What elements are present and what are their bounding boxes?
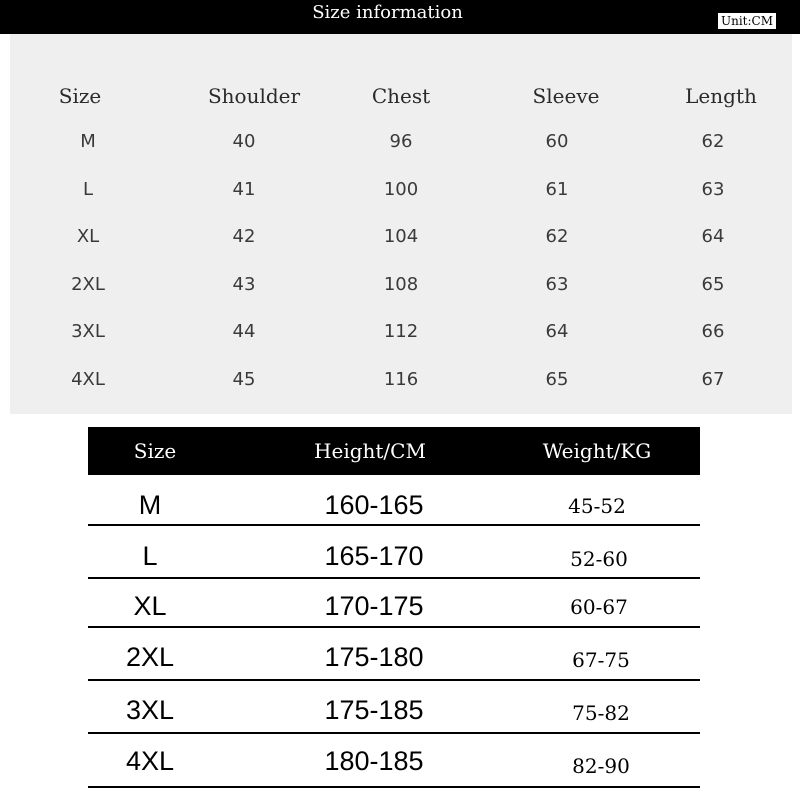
row-divider [88,577,700,579]
row-divider [88,524,700,526]
column-header-size: Size [58,84,102,108]
measure-size-cell: 4XL [71,369,105,390]
table-row [88,736,700,789]
column-header-shoulder: Shoulder [207,84,301,108]
measure-chest-cell: 108 [383,274,419,295]
body-weight-cell: 82-90 [572,754,630,778]
column-header-size: Size [133,439,177,463]
measure-size-cell: M [80,131,96,152]
measure-chest-cell: 104 [383,226,419,247]
column-header-length: Length [685,84,757,108]
body-height-cell: 175-180 [324,642,424,672]
body-weight-cell: 60-67 [570,595,628,619]
measure-shoulder-cell: 40 [232,131,256,152]
body-height-cell: 160-165 [324,490,424,520]
measure-sleeve-cell: 62 [545,226,569,247]
measure-length-cell: 65 [701,274,725,295]
body-weight-cell: 45-52 [568,494,626,518]
measure-sleeve-cell: 61 [545,179,569,200]
column-header-sleeve: Sleeve [532,84,600,108]
row-divider [88,786,700,788]
measure-chest-cell: 112 [383,321,419,342]
body-weight-cell: 75-82 [572,701,630,725]
measure-size-cell: 2XL [71,274,105,295]
column-header-height: Height/CM [314,439,426,463]
size-info-header [0,0,800,34]
body-size-cell: 4XL [125,746,175,776]
body-table-header [88,427,700,475]
table-row [88,528,700,581]
measure-shoulder-cell: 41 [232,179,256,200]
measure-size-cell: 3XL [71,321,105,342]
measure-chest-cell: 96 [389,131,413,152]
row-divider [88,626,700,628]
measure-size-cell: L [82,179,94,200]
row-divider [88,679,700,681]
measure-shoulder-cell: 42 [232,226,256,247]
measure-chest-cell: 100 [383,179,419,200]
body-height-cell: 175-185 [324,695,424,725]
measure-sleeve-cell: 63 [545,274,569,295]
body-size-cell: M [138,490,162,520]
measure-length-cell: 63 [701,179,725,200]
body-size-cell: XL [133,591,167,621]
unit-label: Unit:CM [718,13,776,29]
measure-shoulder-cell: 43 [232,274,256,295]
measurement-chart [10,34,792,414]
table-row [88,476,700,529]
body-height-cell: 170-175 [324,591,424,621]
measure-size-cell: XL [76,226,100,247]
body-size-cell: 3XL [125,695,175,725]
measure-sleeve-cell: 60 [545,131,569,152]
column-header-chest: Chest [371,84,431,108]
measure-length-cell: 67 [701,369,725,390]
body-size-cell: 2XL [125,642,175,672]
size-info-title: Size information [312,2,463,23]
measure-sleeve-cell: 65 [545,369,569,390]
measure-chest-cell: 116 [383,369,419,390]
measure-shoulder-cell: 44 [232,321,256,342]
measure-length-cell: 64 [701,226,725,247]
table-row [88,683,700,736]
column-header-weight: Weight/KG [542,439,652,463]
body-height-cell: 165-170 [324,541,424,571]
measure-length-cell: 66 [701,321,725,342]
table-row [88,630,700,683]
measure-shoulder-cell: 45 [232,369,256,390]
measure-sleeve-cell: 64 [545,321,569,342]
measure-length-cell: 62 [701,131,725,152]
body-weight-cell: 67-75 [572,648,630,672]
body-weight-cell: 52-60 [570,547,628,571]
row-divider [88,732,700,734]
body-height-cell: 180-185 [324,746,424,776]
body-size-cell: L [142,541,158,571]
